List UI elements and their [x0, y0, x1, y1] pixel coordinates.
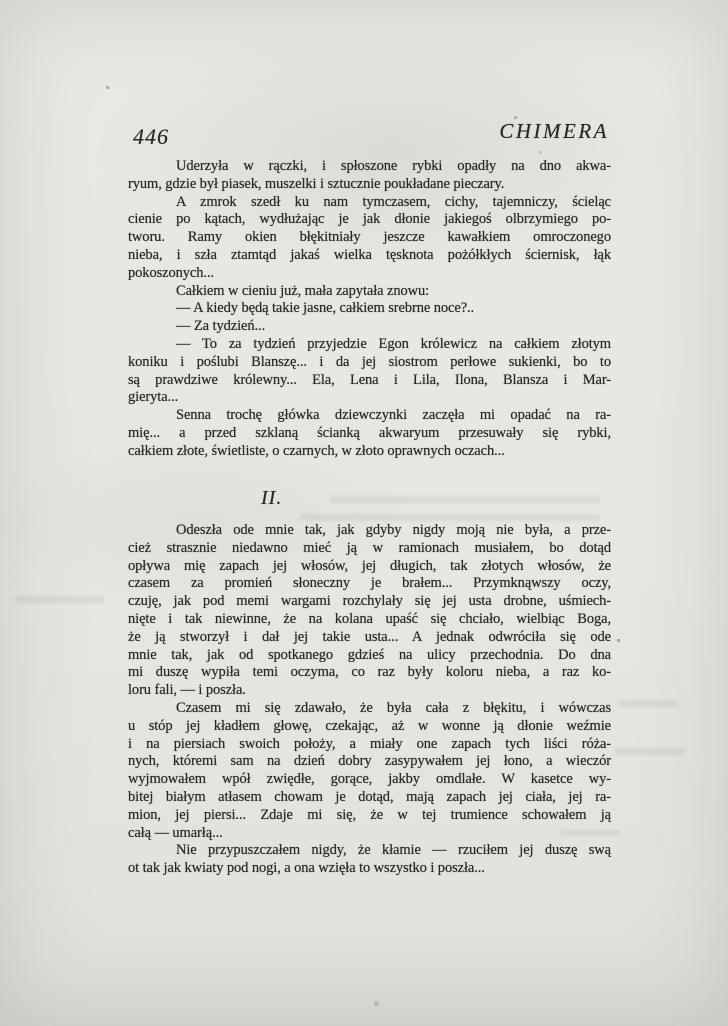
paragraph: [128, 407, 611, 460]
text-line: Czasem mi się zdawało, że była cała z błękitu, i wówczas: [176, 699, 611, 716]
text-line: czasem za promień słoneczny je brałem... Przymknąwszy oczy,: [128, 575, 611, 592]
text-line: u stóp jej kładłem głowę, czekając, aż w wonne ją dłonie weźmie: [128, 717, 611, 734]
paragraph: [128, 283, 611, 301]
paragraph: [128, 522, 611, 700]
section-ii-heading: II.: [261, 487, 283, 509]
text-line: nych, któremi sam na dzień dobry zasypywałem jej łono, a wieczór: [128, 753, 611, 770]
text-line: koniku i poślubi Blanszę... i da jej siostrom perłowe sukienki, bo to: [128, 353, 611, 370]
bleedthrough-mark: [615, 748, 685, 755]
text-line: i na piersiach swoich położy, a miały one zapach tych liści róża-: [128, 735, 611, 752]
text-line: A zmrok szedł ku nam tymczasem, cichy, tajemniczy, ścieląc: [176, 193, 611, 210]
section-ii-text: [128, 522, 611, 878]
text-line: całą — umarłą...: [128, 824, 223, 841]
text-line: bitej białym atłasem chowam je dotąd, mają zapach jej ciała, jej ra-: [128, 788, 611, 805]
running-header: [128, 118, 609, 150]
text-line: są prawdziwe królewny... Ela, Lena i Lila, Ilona, Blansza i Mar-: [128, 371, 611, 388]
paragraph: [128, 336, 611, 407]
text-line: mion, jej piersi... Zdaje mi się, że w tej trumience schowałem ją: [128, 806, 611, 823]
text-line: Odeszła ode mnie tak, jak gdyby nigdy moją nie była, a prze-: [176, 522, 611, 538]
text-line: że ją stworzył i dał jej takie usta... A jednak odwróciła się ode: [128, 628, 611, 645]
bleedthrough-mark: [14, 596, 104, 603]
text-line: — Za tydzień...: [176, 318, 266, 335]
page-number: 446: [133, 124, 169, 149]
text-line: nięte i tak niewinne, że na kolana upaść się chciało, wielbiąc Boga,: [128, 610, 611, 627]
paragraph: [128, 700, 611, 842]
journal-title: CHIMERA: [499, 119, 609, 143]
text-line: nieba, i szła ztamtąd jakaś wielka tęsknota pożółkłych ściernisk, łąk: [128, 246, 611, 263]
text-line: opływa mię zapach jej włosów, jej długich, tak złotych włosów, że: [128, 557, 611, 574]
text-line: cież strasznie niedawno mieć ją w ramionach musiałem, bo dotąd: [128, 539, 611, 556]
text-line: tworu. Ramy okien błękitniały jeszcze kawałkiem omroczonego: [128, 229, 611, 246]
bleedthrough-mark: [618, 700, 678, 707]
text-line: całkiem złote, świetliste, o czarnych, w złoto oprawnych oczach...: [128, 442, 505, 459]
text-line: mnie tak, jak od spotkanego gdzieś na ulicy przechodnia. Do dna: [128, 646, 611, 663]
dust-specks: [0, 0, 1, 1]
paragraph: [128, 318, 611, 336]
text-line: Całkiem w cieniu już, mała zapytała znowu:: [176, 282, 430, 299]
text-line: ryum, gdzie był piasek, muszelki i sztucznie poukładane pieczary.: [128, 175, 505, 192]
text-line: — To za tydzień przyjedzie Egon królewicz na całkiem złotym: [176, 335, 611, 352]
paragraph: [128, 158, 611, 194]
paragraph: [128, 842, 611, 878]
paragraph: [128, 194, 611, 283]
paragraph: [128, 300, 611, 318]
text-line: pokoszonych...: [128, 264, 214, 281]
text-line: cienie po kątach, wydłużając je jak dłonie jakiegoś olbrzymiego po-: [128, 211, 611, 228]
text-line: ot tak jak kwiaty pod nogi, a ona wzięła to wszystko i poszła...: [128, 860, 485, 877]
section-i-text: [128, 158, 611, 461]
text-line: — A kiedy będą takie jasne, całkiem srebrne noce?..: [176, 300, 475, 317]
text-line: mię... a przed szklaną ścianką akwaryum przesuwały się rybki,: [128, 424, 611, 441]
text-line: czuję, jak pod memi wargami rozchylały się jej usta drobne, uśmiech-: [128, 593, 611, 610]
bleedthrough-mark: [330, 496, 600, 503]
text-line: loru fali, — i poszła.: [128, 682, 246, 699]
text-line: wyjmowałem wpół zwiędłe, gorące, jakby omdlałe. W kasetce wy-: [128, 771, 611, 788]
text-line: gieryta...: [128, 389, 179, 406]
text-line: Senna trochę główka dziewczynki zaczęła mi opadać na ra-: [176, 407, 611, 424]
text-line: mi duszę wypiła temi oczyma, co raz były koloru nieba, a raz ko-: [128, 664, 611, 681]
text-line: Uderzyła w rączki, i spłoszone rybki opadły na dno akwa-: [176, 158, 611, 174]
bleedthrough-mark: [300, 514, 600, 521]
text-line: Nie przypuszczałem nigdy, że kłamie — rzuciłem jej duszę swą: [176, 842, 611, 859]
